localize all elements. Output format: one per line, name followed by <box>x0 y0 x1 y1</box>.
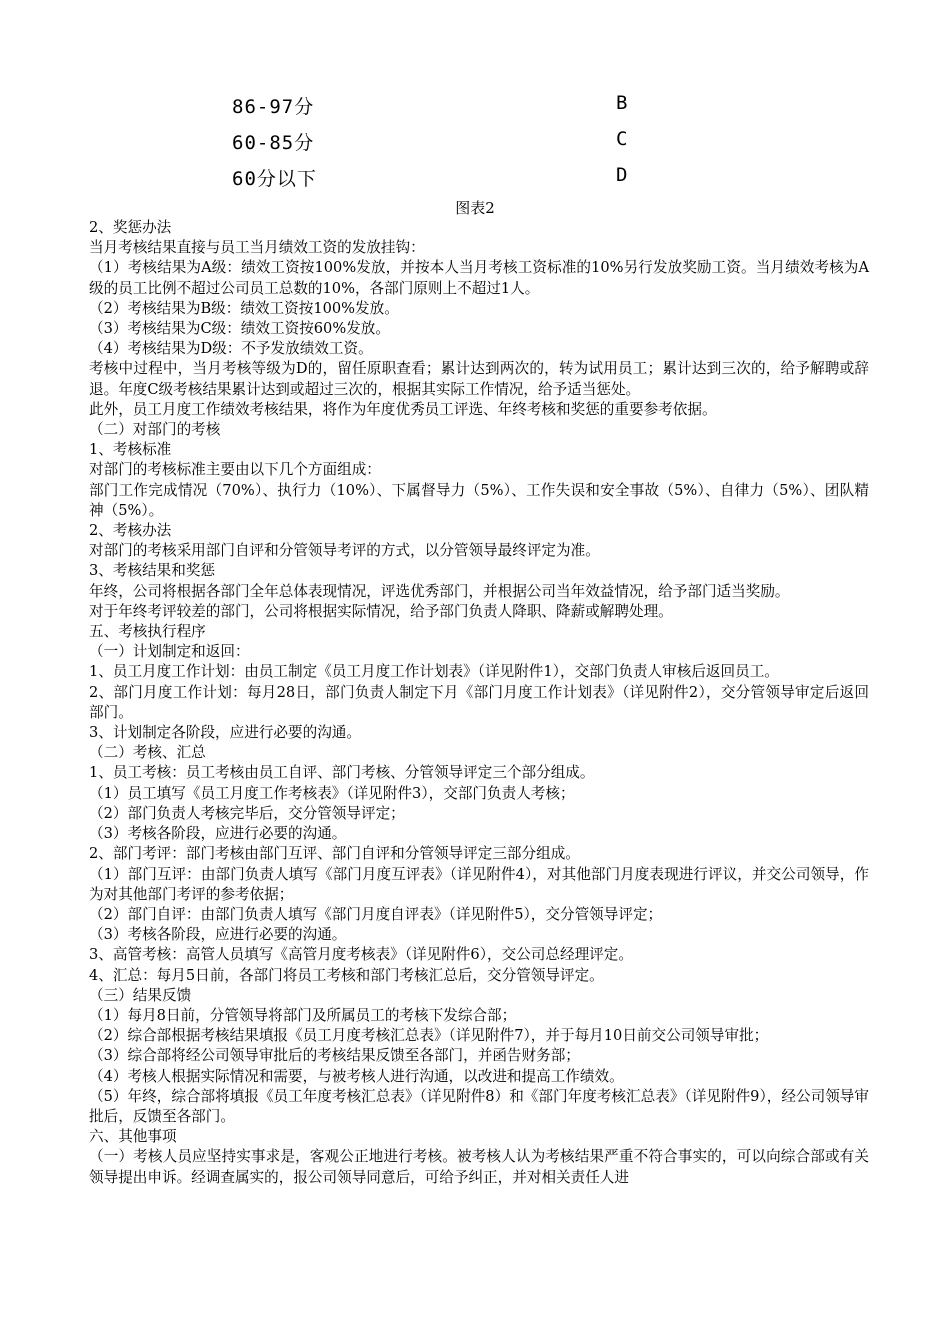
grade-level: D <box>616 164 628 186</box>
paragraph: 2、部门考评：部门考核由部门互评、部门自评和分管领导评定三部分组成。 <box>89 845 580 863</box>
paragraph: （3）综合部将经公司领导审批后的考核结果反馈至各部门，并函告财务部； <box>89 1047 580 1065</box>
paragraph: （1）每月8日前，分管领导将部门及所属员工的考核下发综合部； <box>89 1006 517 1024</box>
paragraph: 1、考核标准 <box>89 441 172 459</box>
paragraph: 2、考核办法 <box>89 522 172 540</box>
grade-range: 86-97分 <box>232 96 315 118</box>
paragraph: 对于年终考评较差的部门，公司将根据实际情况，给予部门负责人降职、降薪或解聘处理。 <box>89 602 673 620</box>
paragraph: （2）综合部根据考核结果填报《员工月度考核汇总表》（详见附件7），并于每月10日前交公司领导审批； <box>89 1027 769 1045</box>
paragraph: （一）考核人员应坚持实事求是，客观公正地进行考核。被考核人认为考核结果严重不符合事实的，可以向综合部或有关领导提出申诉。经调查属实的，报公司领导同意后，可给予纠正，并对相关责任人进 <box>89 1148 869 1186</box>
paragraph: （1）员工填写《员工月度工作考核表》（详见附件3），交部门负责人考核； <box>89 784 575 802</box>
paragraph: 六、其他事项 <box>89 1128 177 1146</box>
paragraph: 当月考核结果直接与员工当月绩效工资的发放挂钩： <box>89 239 425 257</box>
paragraph: 3、考核结果和奖惩 <box>89 562 216 580</box>
paragraph: 对部门的考核标准主要由以下几个方面组成： <box>89 461 381 479</box>
paragraph: （2）部门自评：由部门负责人填写《部门月度自评表》（详见附件5），交分管领导评定； <box>89 905 663 923</box>
grade-range: 60分以下 <box>232 168 317 190</box>
grade-level: C <box>616 128 628 150</box>
paragraph: 1、员工考核：员工考核由员工自评、部门考核、分管领导评定三个部分组成。 <box>89 764 595 782</box>
document-body <box>89 218 869 1188</box>
paragraph: 2、部门月度工作计划：每月28日，部门负责人制定下月《部门月度工作计划表》（详见附件2），交分管领导审定后返回部门。 <box>89 683 869 721</box>
paragraph: （3）考核各阶段，应进行必要的沟通。 <box>89 926 347 944</box>
paragraph: （3）考核各阶段，应进行必要的沟通。 <box>89 825 347 843</box>
paragraph: （一）计划制定和返回： <box>89 643 250 661</box>
paragraph: （4）考核人根据实际情况和需要，与被考核人进行沟通，以改进和提高工作绩效。 <box>89 1067 624 1085</box>
paragraph: （1）部门互评：由部门负责人填写《部门月度互评表》（详见附件4），对其他部门月度表现进行评议，并交公司领导，作为对其他部门考评的参考依据； <box>89 865 869 903</box>
grade-row <box>0 86 950 122</box>
paragraph: 3、计划制定各阶段，应进行必要的沟通。 <box>89 724 361 742</box>
paragraph: 此外，员工月度工作绩效考核结果，将作为年度优秀员工评选、年终考核和奖惩的重要参考依据。 <box>89 400 717 418</box>
paragraph: （1）考核结果为A级：绩效工资按100%发放，并按本人当月考核工资标准的10%另行发放奖励工资。当月绩效考核为A级的员工比例不超过公司员工总数的10%，各部门原则上不超过1人。 <box>89 259 869 297</box>
paragraph: （三）结果反馈 <box>89 986 192 1004</box>
paragraph: （4）考核结果为D级：不予发放绩效工资。 <box>89 340 373 358</box>
paragraph: （二）对部门的考核 <box>89 421 221 439</box>
paragraph: 3、高管考核：高管人员填写《高管月度考核表》（详见附件6），交公司总经理评定。 <box>89 946 633 964</box>
paragraph: 年终，公司将根据各部门全年总体表现情况，评选优秀部门，并根据公司当年效益情况，给予部门适当奖励。 <box>89 582 790 600</box>
grade-table <box>0 86 950 194</box>
grade-row <box>0 122 950 158</box>
paragraph: 1、员工月度工作计划：由员工制定《员工月度工作计划表》（详见附件1），交部门负责人审核后返回员工。 <box>89 663 779 681</box>
paragraph: 部门工作完成情况（70%）、执行力（10%）、下属督导力（5%）、工作失误和安全事故（5%）、自律力（5%）、团队精神（5%）。 <box>89 481 869 519</box>
grade-range: 60-85分 <box>232 132 315 154</box>
paragraph: （2）部门负责人考核完毕后，交分管领导评定； <box>89 804 405 822</box>
paragraph: （二）考核、汇总 <box>89 744 206 762</box>
paragraph: （2）考核结果为B级：绩效工资按100%发放。 <box>89 299 399 317</box>
paragraph: 考核中过程中，当月考核等级为D的，留任原职查看；累计达到两次的，转为试用员工；累计达到三次的，给予解聘或辞退。年度C级考核结果累计达到或超过三次的，根据其实际工作情况，给予适当惩处。 <box>89 360 869 398</box>
paragraph: 对部门的考核采用部门自评和分管领导考评的方式，以分管领导最终评定为准。 <box>89 542 600 560</box>
paragraph: （5）年终，综合部将填报《员工年度考核汇总表》（详见附件8）和《部门年度考核汇总表》（详见附件9），经公司领导审批后，反馈至各部门。 <box>89 1087 869 1125</box>
paragraph: 2、奖惩办法 <box>89 219 172 236</box>
paragraph: （3）考核结果为C级：绩效工资按60%发放。 <box>89 320 390 338</box>
grade-row <box>0 158 950 194</box>
figure-caption: 图表2 <box>455 199 495 217</box>
grade-level: B <box>616 92 628 114</box>
paragraph: 五、考核执行程序 <box>89 623 206 641</box>
paragraph: 4、汇总：每月5日前，各部门将员工考核和部门考核汇总后，交分管领导评定。 <box>89 966 604 984</box>
